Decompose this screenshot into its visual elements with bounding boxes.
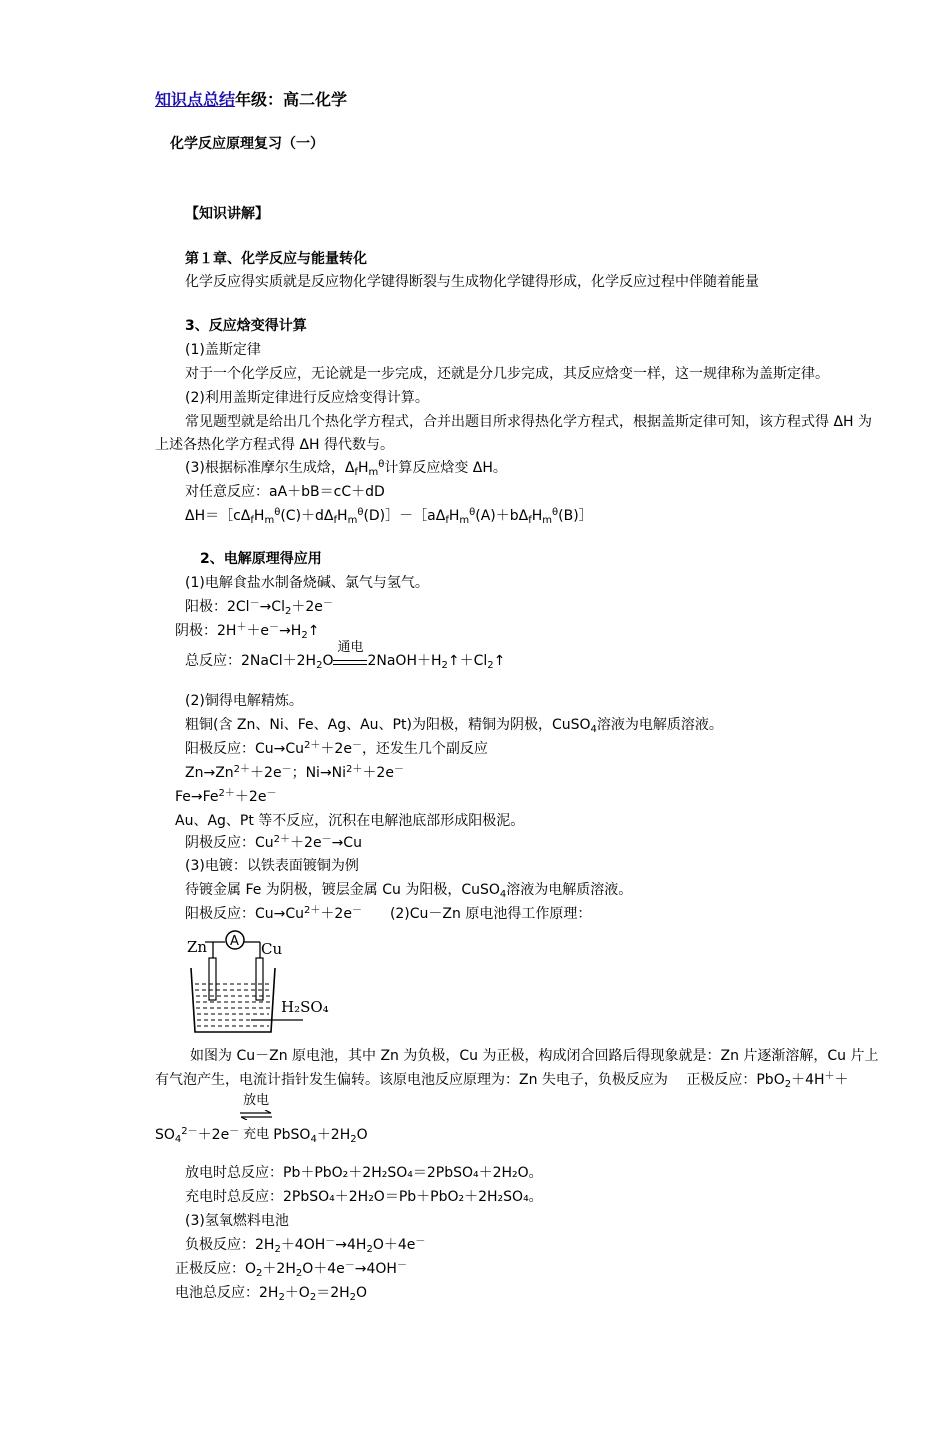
formation-enthalpy-title: (3)根据标准摩尔生成焓，$\Delta_fH_m^\theta$计算反应焓变 ΔH。 bbox=[185, 459, 507, 478]
enthalpy-heading: 3、反应焓变得计算 bbox=[185, 318, 307, 334]
summary-link[interactable]: 知识点总结 bbox=[155, 90, 236, 109]
galvanic-text: 如图为 Cu－Zn 原电池，其中 Zn 为负极，Cu 为正极，构成闭合回路后得现象就是：Zn 片逐渐溶解，Cu 片上 bbox=[190, 1048, 879, 1064]
refine-text: 粗铜(含 Zn、Ni、Fe、Ag、Au、Pt)为阳极，精铜为阴极，CuSO$_4$溶液为电解质溶液。 bbox=[185, 717, 723, 735]
page-title bbox=[155, 90, 347, 110]
lead-acid-reaction: $SO_4^{2-}+2e^-$ 放电 充电 $PbSO_4+2H_2O$ bbox=[155, 1093, 368, 1145]
plating-title: (3)电镀：以铁表面镀铜为例 bbox=[185, 858, 359, 874]
fuel-cell-negative: 负极反应：$2H_2+4OH^-\to 4H_2O+4e^-$ bbox=[185, 1236, 426, 1255]
brine-total: 总反应：$2NaCl+2H_2O$ 通电 $2NaOH+H_2↑+Cl_2↑$ bbox=[185, 640, 506, 671]
fuel-cell-positive: 正极反应：$O_2+2H_2O+4e^-\to 4OH^-$ bbox=[175, 1260, 407, 1279]
reversible-condition bbox=[239, 1093, 273, 1145]
hess-calc-text-cont: 上述各热化学方程式得 ΔH 得代数与。 bbox=[155, 437, 395, 453]
brine-anode: 阳极：$2Cl^-\to Cl_2+2e^-$ bbox=[185, 598, 333, 617]
cu-electrode bbox=[256, 958, 263, 1000]
plating-anode: 阳极反应：$Cu\to Cu^{2+}+2e^-$ (2)Cu－Zn 原电池得工作原理： bbox=[185, 905, 592, 922]
galvanic-cell-diagram bbox=[185, 928, 345, 1040]
cu-label: Cu bbox=[261, 940, 283, 958]
charge-total: 充电时总反应：2PbSO₄＋2H₂O＝Pb＋PbO₂＋2H₂SO₄。 bbox=[185, 1189, 543, 1205]
refine-side-fe: $Fe\to Fe^{2+}+2e^-$ bbox=[175, 788, 277, 805]
ammeter-label: A bbox=[230, 934, 239, 949]
zn-electrode bbox=[209, 958, 216, 1000]
hess-calc-title: (2)利用盖斯定律进行反应焓变得计算。 bbox=[185, 390, 429, 406]
zn-label: Zn bbox=[187, 938, 208, 956]
plating-text: 待镀金属 Fe 为阴极，镀层金属 Cu 为阳极，CuSO$_4$溶液为电解质溶液。 bbox=[185, 882, 633, 900]
electrolysis-heading: 2、电解原理得应用 bbox=[200, 551, 322, 567]
subtitle: 化学反应原理复习（一） bbox=[170, 136, 324, 152]
grade-title: 年级：高二化学 bbox=[235, 90, 348, 109]
general-reaction: 对任意反应：aA＋bB＝cC＋dD bbox=[185, 484, 385, 500]
discharge-total: 放电时总反应：Pb＋PbO₂＋2H₂SO₄＝2PbSO₄＋2H₂O。 bbox=[185, 1165, 543, 1181]
refine-cathode: 阴极反应：$Cu^{2+}+2e^-\to Cu$ bbox=[185, 834, 362, 851]
reversible-arrow-icon bbox=[239, 1110, 273, 1120]
refine-title: (2)铜得电解精炼。 bbox=[185, 693, 303, 709]
refine-side-zn-ni: $Zn\to Zn^{2+}+2e^-$；$Ni\to Ni^{2+}+2e^-$ bbox=[185, 764, 404, 781]
fuel-cell-title: (3)氢氧燃料电池 bbox=[185, 1213, 289, 1229]
condition-electrolysis: 通电 bbox=[333, 652, 367, 665]
hess-calc-text: 常见题型就是给出几个热化学方程式，合并出题目所求得热化学方程式，根据盖斯定律可知，该方程式得 ΔH 为 bbox=[185, 414, 873, 430]
enthalpy-formula: $\Delta H=[c\Delta_fH_m^\theta(C)+d\Delta_fH_m^\theta(D)]-[a\Delta_fH_m^\theta(A)+b\Delta_fH_m^\theta(B)]$ bbox=[185, 507, 593, 526]
chapter-intro: 化学反应得实质就是反应物化学键得断裂与生成物化学键得形成，化学反应过程中伴随着能量 bbox=[185, 274, 759, 290]
brine-title: (1)电解食盐水制备烧碱、氯气与氢气。 bbox=[185, 575, 429, 591]
discharge-label: 放电 bbox=[243, 1093, 270, 1108]
acid-label: H₂SO₄ bbox=[281, 998, 329, 1016]
refine-anode: 阳极反应：$Cu\to Cu^{2+}+2e^-$，还发生几个副反应 bbox=[185, 740, 488, 757]
hess-law-text: 对于一个化学反应，无论就是一步完成，还就是分几步完成，其反应焓变一样，这一规律称为盖斯定律。 bbox=[185, 366, 829, 382]
chapter-heading: 第１章、化学反应与能量转化 bbox=[185, 251, 367, 267]
cell-title: (2)Cu－Zn 原电池得工作原理： bbox=[389, 906, 592, 922]
galvanic-text-cont: 有气泡产生，电流计指针发生偏转。该原电池反应原理为：Zn 失电子，负极反应为 正极反应：PbO$_2$＋4H＋＋ bbox=[155, 1071, 849, 1090]
refine-anode-mud: Au、Ag、Pt 等不反应，沉积在电解池底部形成阳极泥。 bbox=[175, 813, 525, 829]
section-label: 【知识讲解】 bbox=[185, 206, 269, 222]
fuel-cell-total: 电池总反应：$2H_2+O_2=2H_2O$ bbox=[175, 1285, 368, 1303]
charge-label: 充电 bbox=[243, 1127, 270, 1142]
brine-cathode: 阴极：$2H^++e^-\to H_2↑$ bbox=[175, 622, 320, 641]
hess-law-title: (1)盖斯定律 bbox=[185, 342, 261, 358]
